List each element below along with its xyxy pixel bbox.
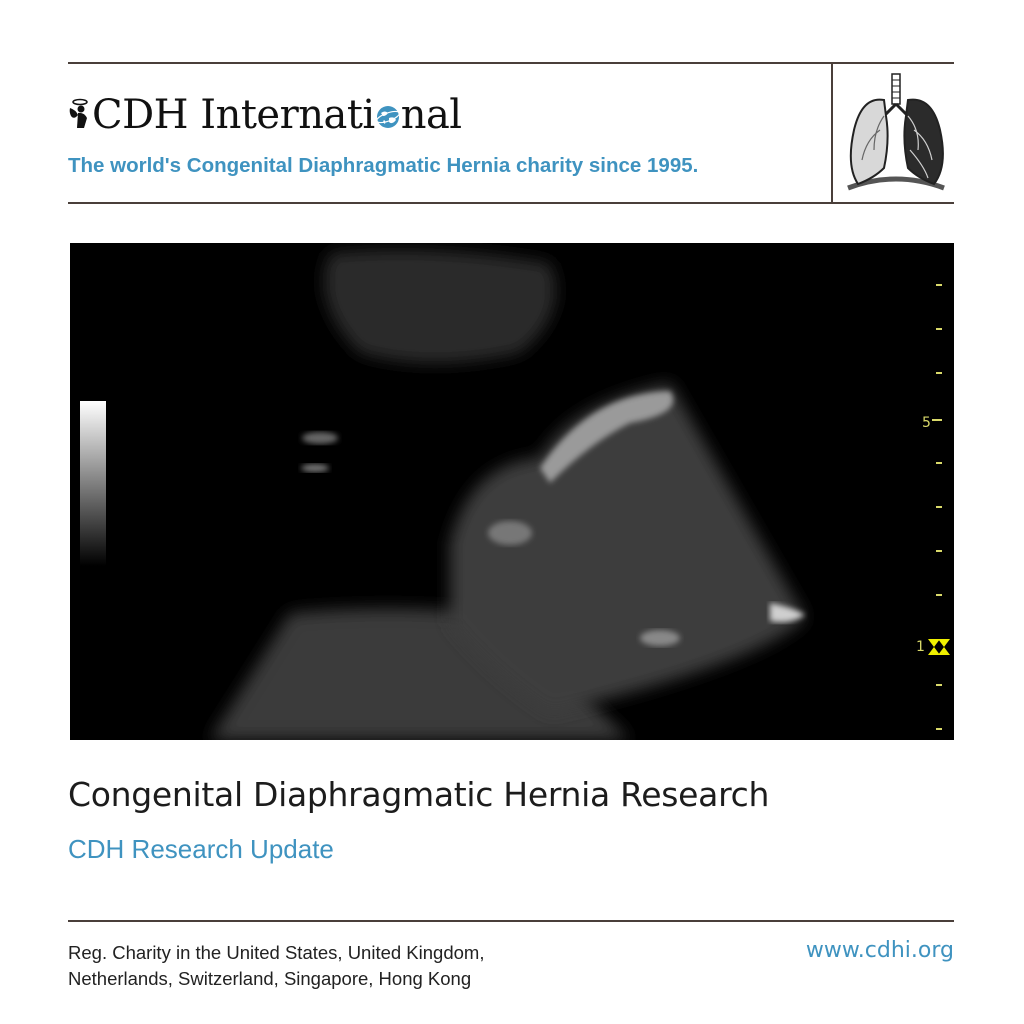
tagline: The world's Congenital Diaphragmatic Hernia charity since 1995. — [68, 154, 699, 177]
page-subtitle: CDH Research Update — [68, 834, 334, 864]
logo-text-start: CDH Internati — [92, 92, 375, 138]
footer-rule — [68, 920, 954, 922]
registration-line-2: Netherlands, Switzerland, Singapore, Hong Kong — [68, 968, 472, 989]
logo-text — [92, 92, 462, 138]
header-bottom-rule — [68, 202, 954, 204]
grayscale-bar — [80, 401, 106, 566]
ultrasound-image — [70, 243, 954, 740]
lungs-icon — [840, 70, 952, 196]
logo[interactable] — [68, 92, 462, 138]
website-link[interactable]: www.cdhi.org — [805, 938, 954, 963]
depth-marker-1: 1 — [916, 639, 925, 655]
depth-marker-5: 5 — [922, 415, 931, 431]
header-divider — [831, 63, 833, 203]
registration-line-1: Reg. Charity in the United States, United Kingdom, — [68, 942, 485, 963]
registration-text — [68, 940, 484, 992]
logo-text-end: nal — [400, 92, 462, 138]
globe-icon — [375, 104, 401, 130]
focus-marker-icon — [928, 639, 950, 655]
angel-icon — [68, 98, 90, 132]
page-title: Congenital Diaphragmatic Hernia Research — [68, 775, 770, 814]
top-rule — [68, 62, 954, 64]
